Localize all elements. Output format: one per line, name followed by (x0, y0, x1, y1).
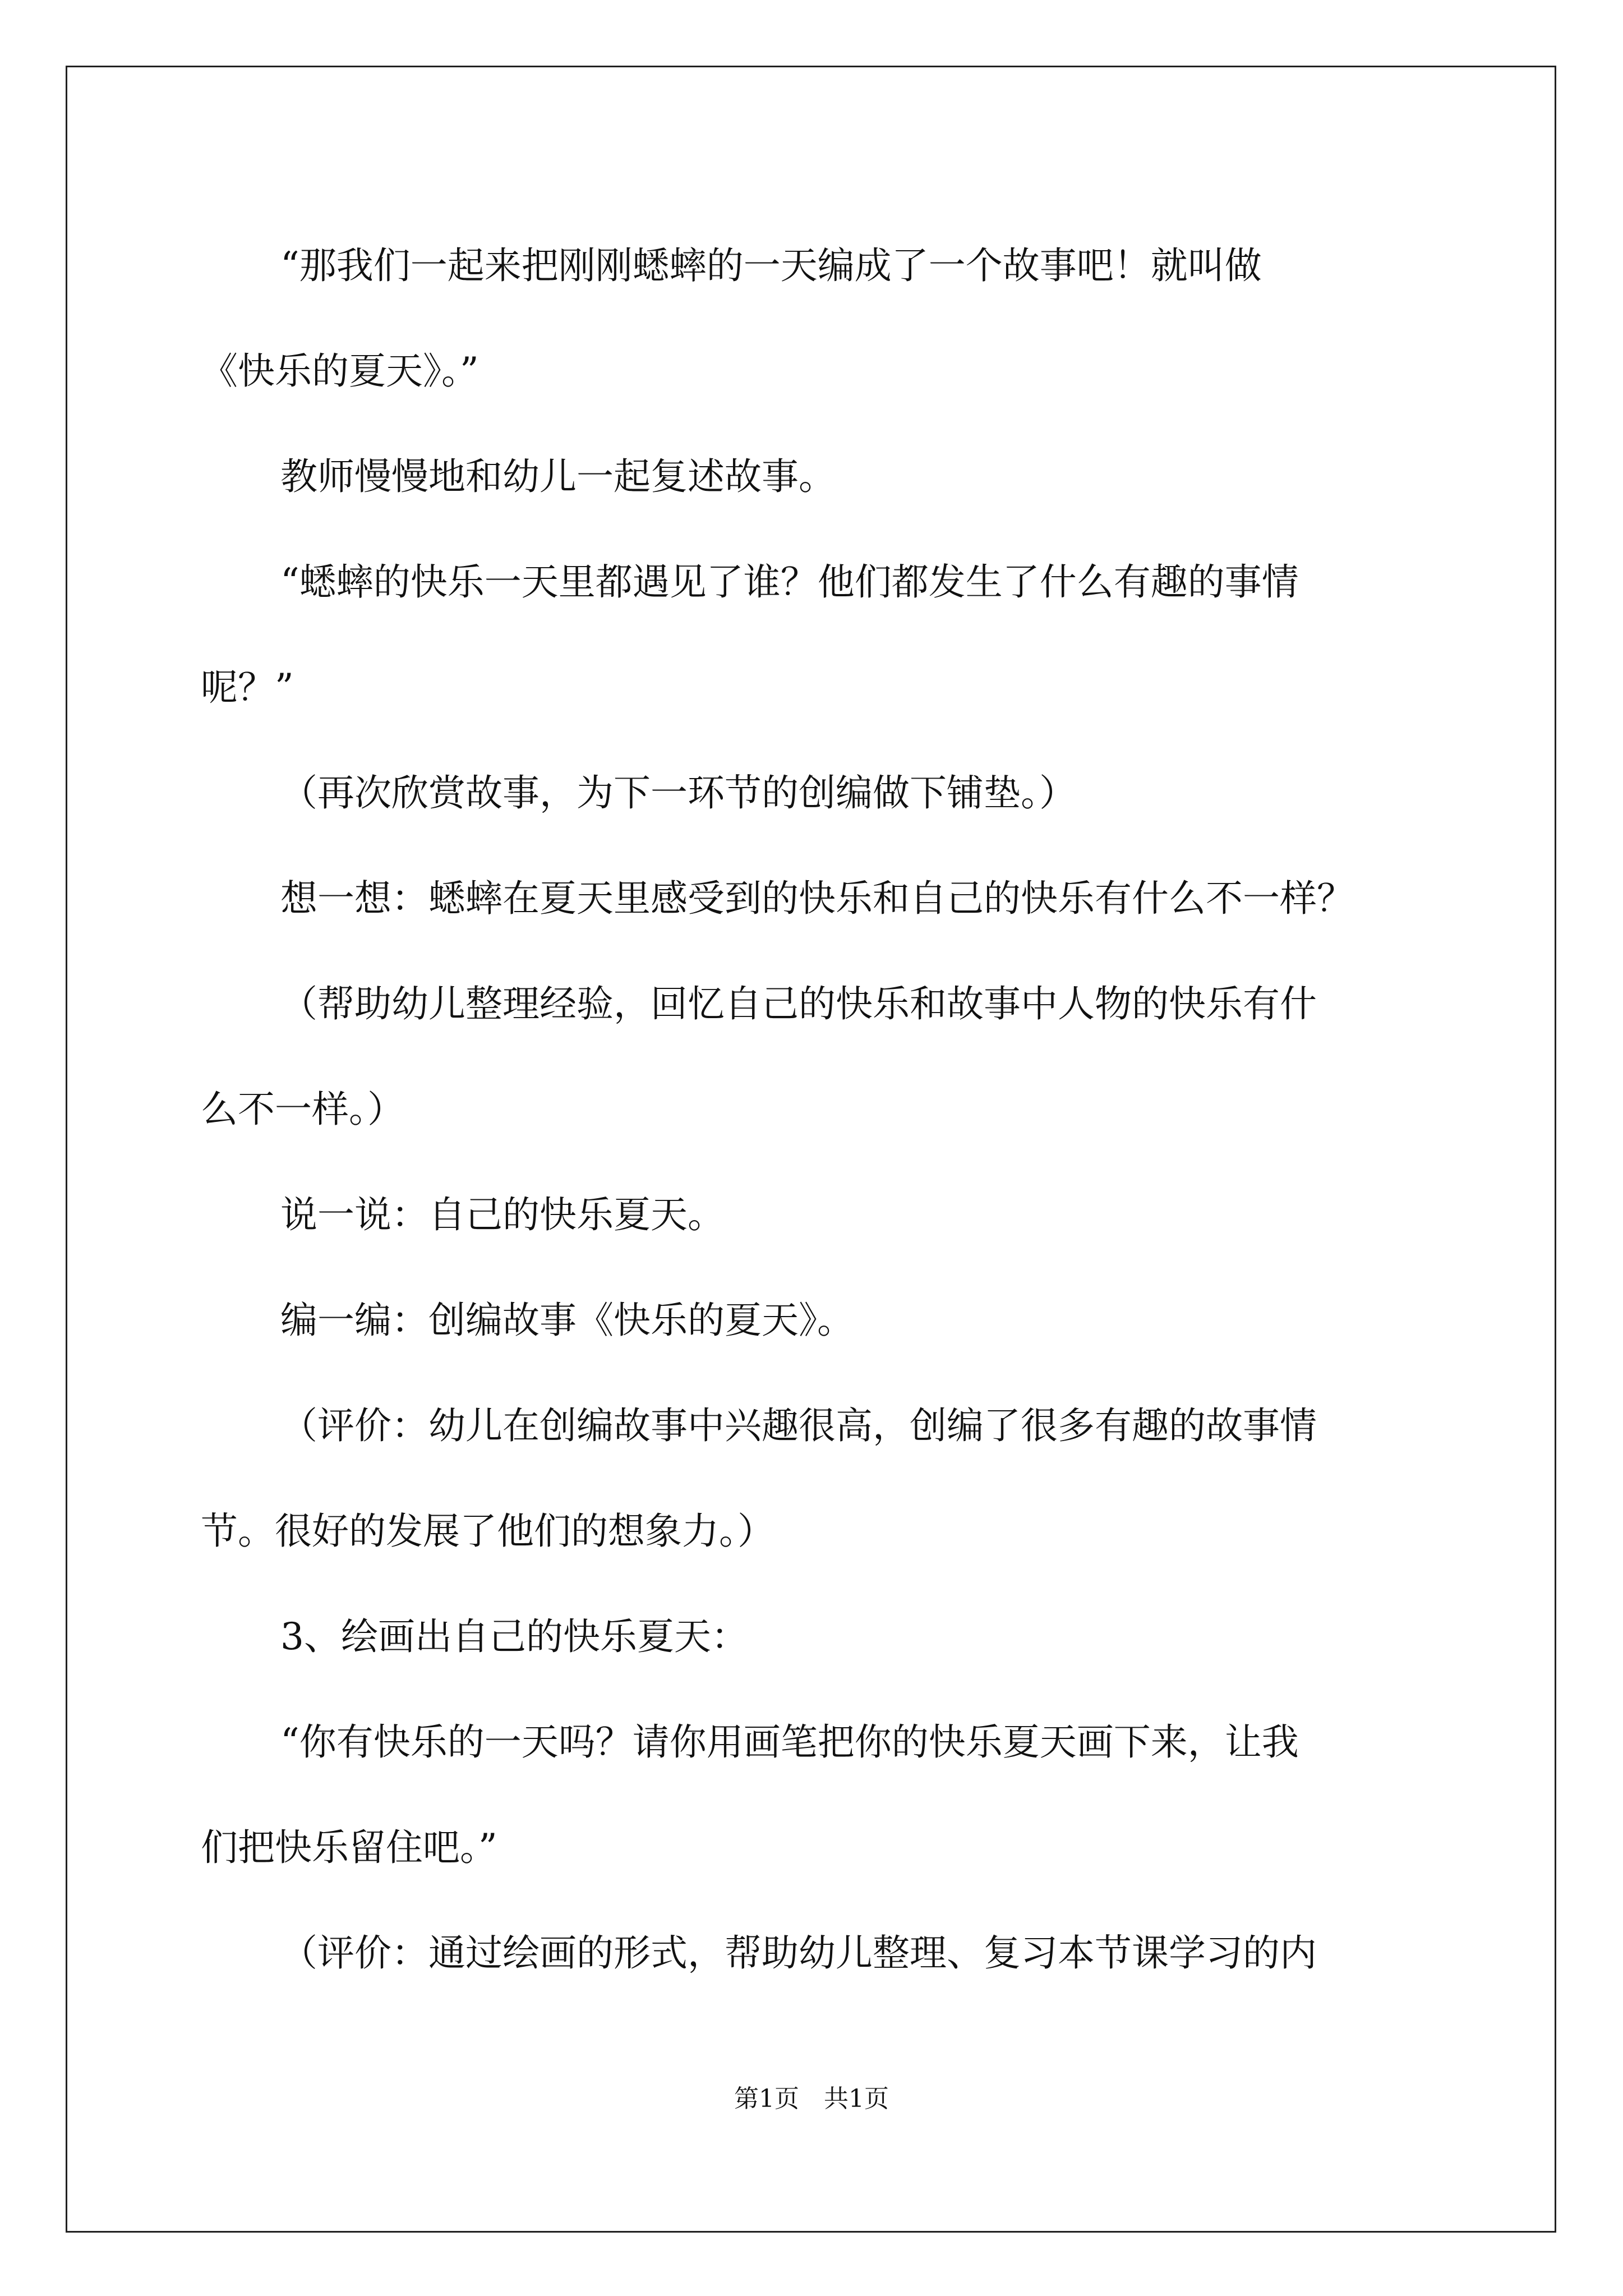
paragraph-line: 想一想：蟋蟀在夏天里感受到的快乐和自己的快乐有什么不一样？ (280, 877, 1354, 920)
document-body (201, 213, 1423, 2006)
paragraph-line: 教师慢慢地和幼儿一起复述故事。 (280, 455, 836, 498)
paragraph-line: 们把快乐留住吧。” (201, 1826, 497, 1869)
paragraph-line: （评价：幼儿在创编故事中兴趣很高，创编了很多有趣的故事情 (280, 1404, 1317, 1447)
paragraph-line: （帮助幼儿整理经验，回忆自己的快乐和故事中人物的快乐有什 (280, 982, 1317, 1025)
paragraph-line: 3、绘画出自己的快乐夏天： (280, 1615, 748, 1658)
paragraph-line: “蟋蟀的快乐一天里都遇见了谁？他们都发生了什么有趣的事情 (280, 560, 1299, 604)
paragraph-line: 么不一样。） (201, 1088, 404, 1131)
paragraph-line: “你有快乐的一天吗？请你用画笔把你的快乐夏天画下来，让我 (280, 1720, 1299, 1764)
paragraph-line: 编一编：创编故事《快乐的夏天》。 (280, 1299, 854, 1342)
paragraph-line: 说一说：自己的快乐夏天。 (280, 1193, 725, 1236)
paragraph-line: （再次欣赏故事，为下一环节的创编做下铺垫。） (280, 771, 1076, 815)
paragraph-line: 呢？” (201, 666, 294, 709)
paragraph-line: “那我们一起来把刚刚蟋蟀的一天编成了一个故事吧！就叫做 (280, 244, 1262, 287)
paragraph-line: 《快乐的夏天》。” (201, 349, 479, 393)
paragraph-line: 节。很好的发展了他们的想象力。） (201, 1510, 774, 1553)
paragraph-line: （评价：通过绘画的形式，帮助幼儿整理、复习本节课学习的内 (280, 1931, 1317, 1975)
page-number-footer: 第1页 共1页 (734, 2085, 889, 2113)
